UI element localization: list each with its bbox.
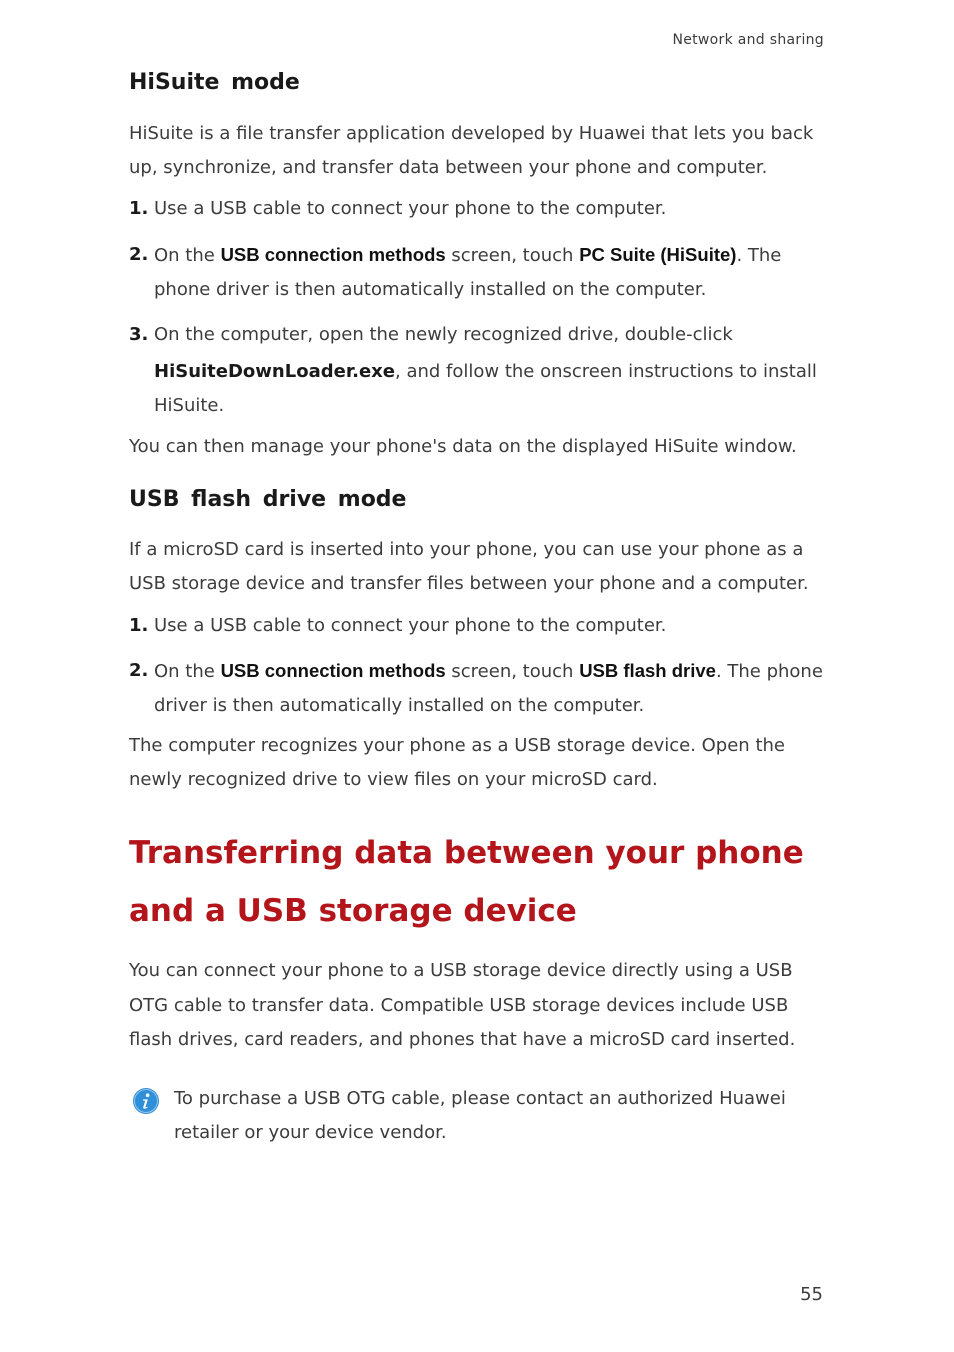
hisuite-outro: You can then manage your phone's data on the displayed HiSuite window. [129,436,797,457]
hisuite-step-3 [129,318,829,423]
transfer-intro: You can connect your phone to a USB storage device directly using a USB OTG cable to transfer data. Compatible USB storage devices include USB flash drives, card readers, and phones that have a microSD card inserted. [129,960,796,1050]
usb-flash-step-2 [129,654,829,723]
step-text [154,318,829,423]
step-number: 2. [129,244,149,265]
step-text-post: , and follow the onscreen instructions to install HiSuite. [154,361,817,416]
page-header: Network and sharing [672,32,824,48]
step-text: Use a USB cable to connect your phone to the computer. [154,198,667,219]
step-number: 1. [129,615,149,636]
step-text-mid: screen, touch [445,661,580,682]
note-text: To purchase a USB OTG cable, please contact an authorized Huawei retailer or your device vendor. [174,1088,786,1143]
hisuite-heading: HiSuite mode [129,70,300,95]
hisuite-step-2 [129,238,829,307]
ui-label-usb-connection-methods: USB connection methods [220,660,446,681]
step-text [154,238,829,307]
step-text-post: . The phone driver is then automatically installed on the computer. [154,661,823,716]
step-text-pre: On the [154,245,221,266]
step-text-post: . The phone driver is then automatically installed on the computer. [154,245,782,300]
ui-label-usb-flash-drive: USB flash drive [579,660,716,681]
step-text-pre: On the [154,661,221,682]
step-text-rest [154,355,829,423]
usb-flash-heading: USB flash drive mode [129,487,407,512]
hisuite-intro: HiSuite is a file transfer application developed by Huawei that lets you back up, synchronize, and transfer data between your phone and computer. [129,123,814,178]
ui-label-usb-connection-methods: USB connection methods [220,244,446,265]
usb-flash-step-1 [129,609,829,643]
step-number: 2. [129,660,149,681]
ui-label-pc-suite: PC Suite (HiSuite) [579,244,737,265]
page-number: 55 [800,1284,823,1305]
transfer-heading: Transferring data between your phone and a USB storage device [129,835,804,929]
info-icon [132,1087,160,1115]
step-text [154,654,829,723]
usb-flash-intro: If a microSD card is inserted into your phone, you can use your phone as a USB storage device and transfer files between your phone and a computer. [129,539,809,594]
usb-flash-outro: The computer recognizes your phone as a USB storage device. Open the newly recognized drive to view files on your microSD card. [129,735,785,790]
step-number: 3. [129,324,149,345]
filename-hisuite-downloader: HiSuiteDownLoader.exe [154,361,395,382]
step-text: Use a USB cable to connect your phone to the computer. [154,615,667,636]
hisuite-step-1 [129,192,829,226]
step-number: 1. [129,198,149,219]
step-text-line1: On the computer, open the newly recognized drive, double-click [154,324,733,345]
step-text-mid: screen, touch [445,245,580,266]
